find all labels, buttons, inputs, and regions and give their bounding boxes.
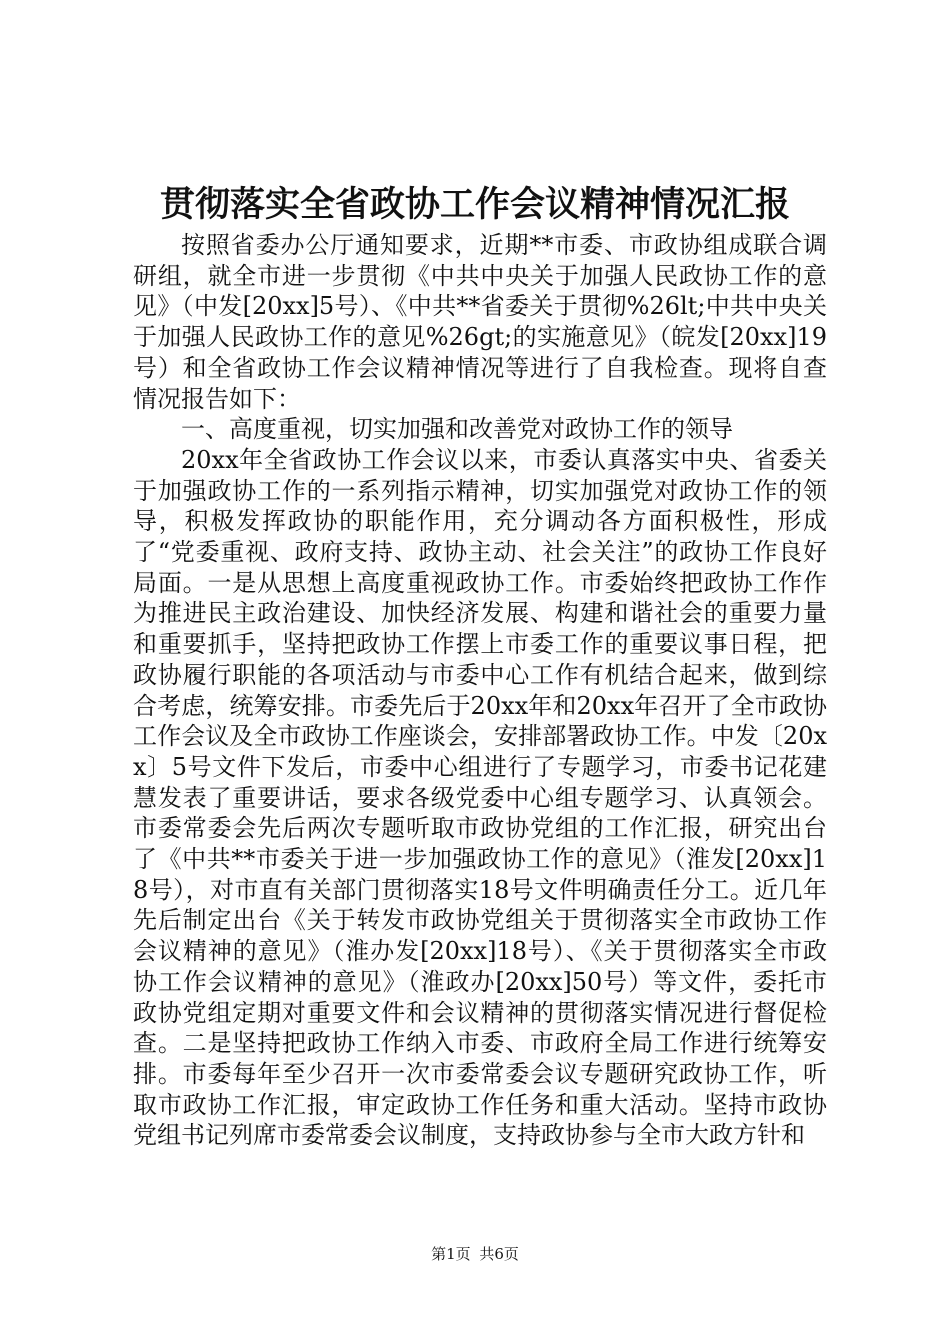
page-number: 第1页	[431, 1245, 471, 1263]
section-heading: 一、高度重视，切实加强和改善党对政协工作的领导	[181, 415, 733, 444]
document-body	[133, 230, 827, 1151]
body-paragraph: 20xx年全省政协工作会议以来，市委认真落实中央、省委关于加强政协工作的一系列指示精神，切实加强党对政协工作的领导，积极发挥政协的职能作用，充分调动各方面积极性，形成了“党委重视、政府支持、政协主动、社会关注”的政协工作良好局面。一是从思想上高度重视政协工作。市委始终把政协工作作为推进民主政治建设、加快经济发展、构建和谐社会的重要力量和重要抓手，坚持把政协工作摆上市委工作的重要议事日程，把政协履行职能的各项活动与市委中心工作有机结合起来，做到综合考虑，统筹安排。市委先后于20xx年和20xx年召开了全市政协工作会议及全市政协工作座谈会，安排部署政协工作。中发〔20xx〕5号文件下发后，市委中心组进行了专题学习，市委书记花建慧发表了重要讲话，要求各级党委中心组专题学习、认真领会。市委常委会先后两次专题听取市政协党组的工作汇报，研究出台了《中共**市委关于进一步加强政协工作的意见》（淮发[20xx]18号），对市直有关部门贯彻落实18号文件明确责任分工。近几年先后制定出台《关于转发市政协党组关于贯彻落实全市政协工作会议精神的意见》（淮办发[20xx]18号）、《关于贯彻落实全市政协工作会议精神的意见》（淮政办[20xx]50号）等文件，委托市政协党组定期对重要文件和会议精神的贯彻落实情况进行督促检查。二是坚持把政协工作纳入市委、市政府全局工作进行统筹安排。市委每年至少召开一次市委常委会议专题研究政协工作，听取市政协工作汇报，审定政协工作任务和重大活动。坚持市政协党组书记列席市委常委会议制度，支持政协参与全市大政方针和	[133, 445, 827, 1150]
page-footer	[0, 1244, 950, 1264]
document-title: 贯彻落实全省政协工作会议精神情况汇报	[159, 184, 790, 225]
body-paragraph: 按照省委办公厅通知要求，近期**市委、市政协组成联合调研组，就全市进一步贯彻《中共中央关于加强人民政协工作的意见》（中发[20xx]5号）、《中共**省委关于贯彻%26lt;中共中央关于加强人民政协工作的意见%26gt;的实施意见》（皖发[20xx]19号）和全省政协工作会议精神情况等进行了自我检查。现将自查情况报告如下：	[133, 231, 827, 413]
page-total: 共6页	[479, 1245, 519, 1263]
